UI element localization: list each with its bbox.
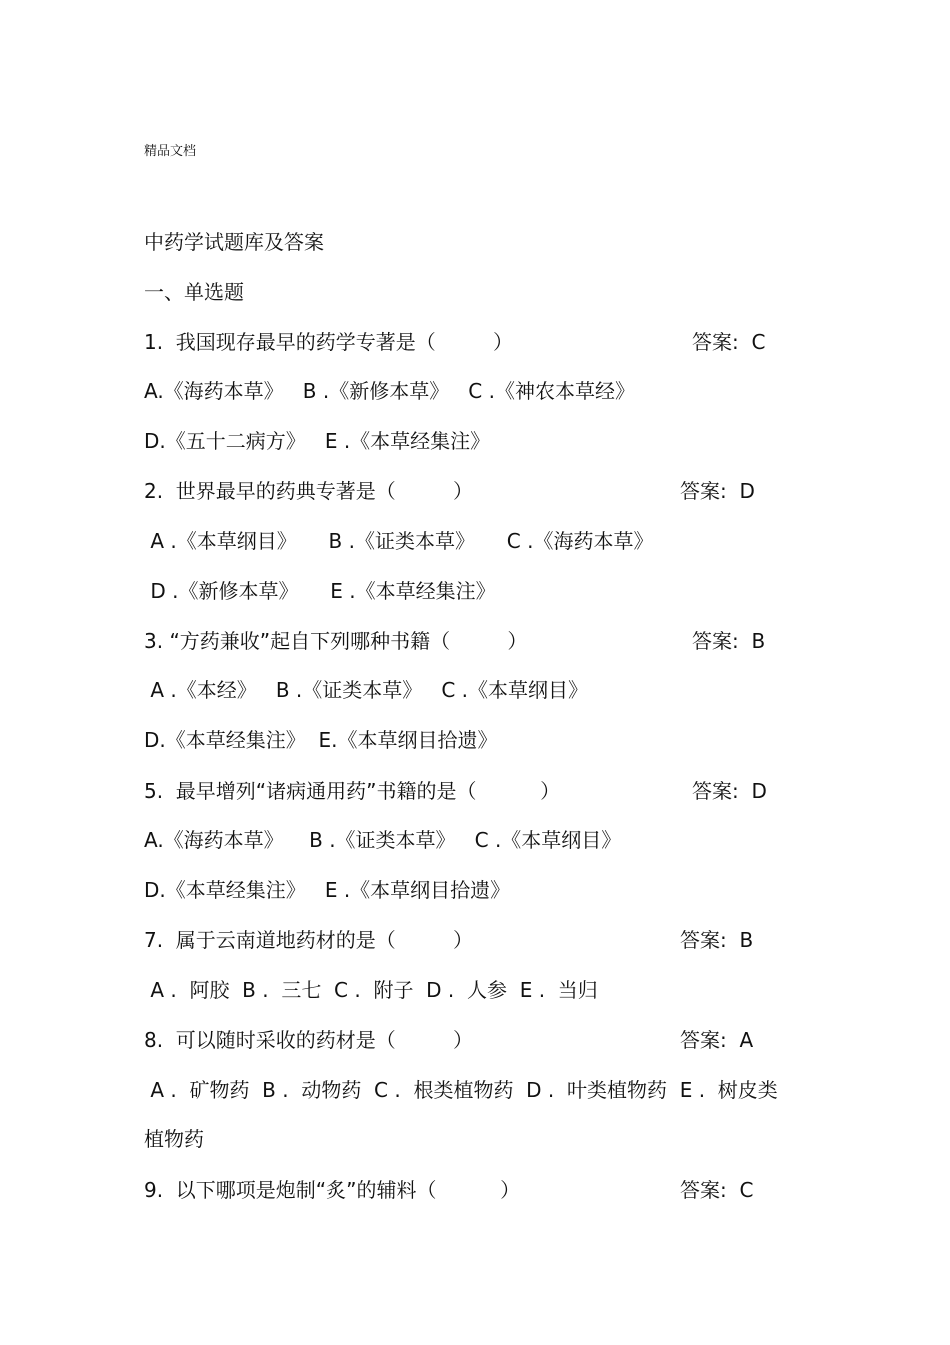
question-options: A.《海药本草》 B .《证类本草》 C .《本草纲目》 [144,828,622,852]
question-options: A.《海药本草》 B .《新修本草》 C .《神农本草经》 [144,379,635,403]
question-stem: 2. 世界最早的药典专著是（ ） [144,479,474,503]
answer-label: 答案: A [680,1028,754,1052]
page-header: 精品文档 [144,144,197,159]
answer-label: 答案: B [692,629,766,653]
answer-label: 答案: D [680,479,755,503]
document-title: 中药学试题库及答案 [144,230,324,254]
question-options: D.《五十二病方》 E .《本草经集注》 [144,429,491,453]
question-options: 植物药 [144,1127,204,1151]
answer-label: 答案: C [692,330,766,354]
answer-label: 答案: D [692,779,767,803]
question-options: D.《本草经集注》 E.《本草纲目拾遗》 [144,728,498,752]
section-heading: 一、单选题 [144,280,244,304]
question-stem: 7. 属于云南道地药材的是（ ） [144,928,474,952]
question-stem: 8. 可以随时采收的药材是（ ） [144,1028,474,1052]
question-stem: 1. 我国现存最早的药学专著是（ ） [144,330,514,354]
question-options: A . 矿物药 B . 动物药 C . 根类植物药 D . 叶类植物药 E . 树皮类 [144,1078,778,1102]
answer-label: 答案: B [680,928,754,952]
question-stem: 3. “方药兼收”起自下列哪种书籍（ ） [144,629,528,653]
question-options: A . 阿胶 B . 三七 C . 附子 D . 人参 E . 当归 [144,978,598,1002]
question-options: D .《新修本草》 E .《本草经集注》 [144,579,496,603]
question-options: A .《本草纲目》 B .《证类本草》 C .《海药本草》 [144,529,654,553]
question-stem: 5. 最早增列“诸病通用药”书籍的是（ ） [144,779,561,803]
question-options: D.《本草经集注》 E .《本草纲目拾遗》 [144,878,511,902]
answer-label: 答案: C [680,1178,754,1202]
question-stem: 9. 以下哪项是炮制“炙”的辅料（ ） [144,1178,521,1202]
question-options: A .《本经》 B .《证类本草》 C .《本草纲目》 [144,678,589,702]
